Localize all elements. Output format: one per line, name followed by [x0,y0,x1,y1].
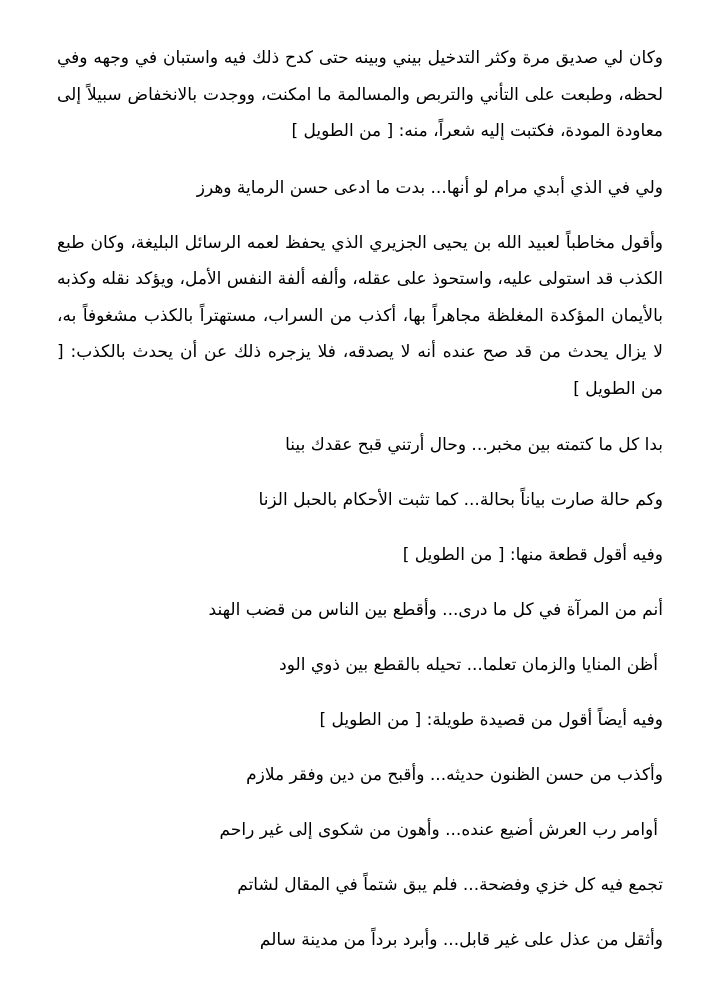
verse-line: وأثقل من عذل على غير قابل... وأبرد برداً من مدينة سالم [259,930,663,950]
verse-line: تجمع فيه كل خزي وفضحة... فلم يبق شتماً في المقال لشاتم [237,875,663,895]
paragraph-ubaydallah: وأقول مخاطباً لعبيد الله بن يحيى الجزيري الذي يحفظ لعمه الرسائل البليغة، وكان طبع الكذب قد استولى عليه، واستحوذ على عقله، وألفه ألفة النفس الأمل، ويؤكد نقله وكذبه بالأيمان المؤكدة المغلظة مجاهراً بها، أكذب من السراب، مستهتراً بالكذب مشغوفاً به، لا يزال يحدث من قد صح عنده أنه لا يصدقه، فلا يزجره ذلك عن أن يحدث بالكذب: [ من الطويل ] [57,232,663,399]
verse-line: وأكذب من حسن الظنون حديثه... وأقبح من دين وفقر ملازم [246,765,663,785]
paragraph-friend-story: وكان لي صديق مرة وكثر التدخيل بيني وبينه حتى كدح ذلك فيه واستبان في وجهه وفي لحظه، وطبعت على التأني والتربص والمسالمة ما امكنت، ووجدت بالانخفاض سبيلاً إلى معاودة المودة، فكتبت إليه شعراً، منه: [ من الطويل ] [57,48,663,141]
verse-line: أنم من المرآة في كل ما درى... وأقطع بين الناس من قضب الهند [208,600,663,620]
intro-line: وفيه أقول قطعة منها: [ من الطويل ] [402,545,663,565]
verse-line: أوامر رب العرش أضيع عنده... وأهون من شكوى إلى غير راحم [219,820,658,840]
verse-line: أظن المنايا والزمان تعلما... تحيله بالقطع بين ذوي الود [279,655,658,675]
verse-line: بدا كل ما كتمته بين مخبر... وحال أرتني قبح عقدك بينا [285,435,663,455]
verse-line: ولي في الذي أبدي مرام لو أنها... بدت ما ادعى حسن الرماية وهرز [196,177,663,198]
verse-line: وكم حالة صارت بياناً بحالة... كما تثبت الأحكام بالحبل الزنا [258,490,663,510]
intro-line: وفيه أيضاً أقول من قصيدة طويلة: [ من الطويل ] [319,710,663,730]
